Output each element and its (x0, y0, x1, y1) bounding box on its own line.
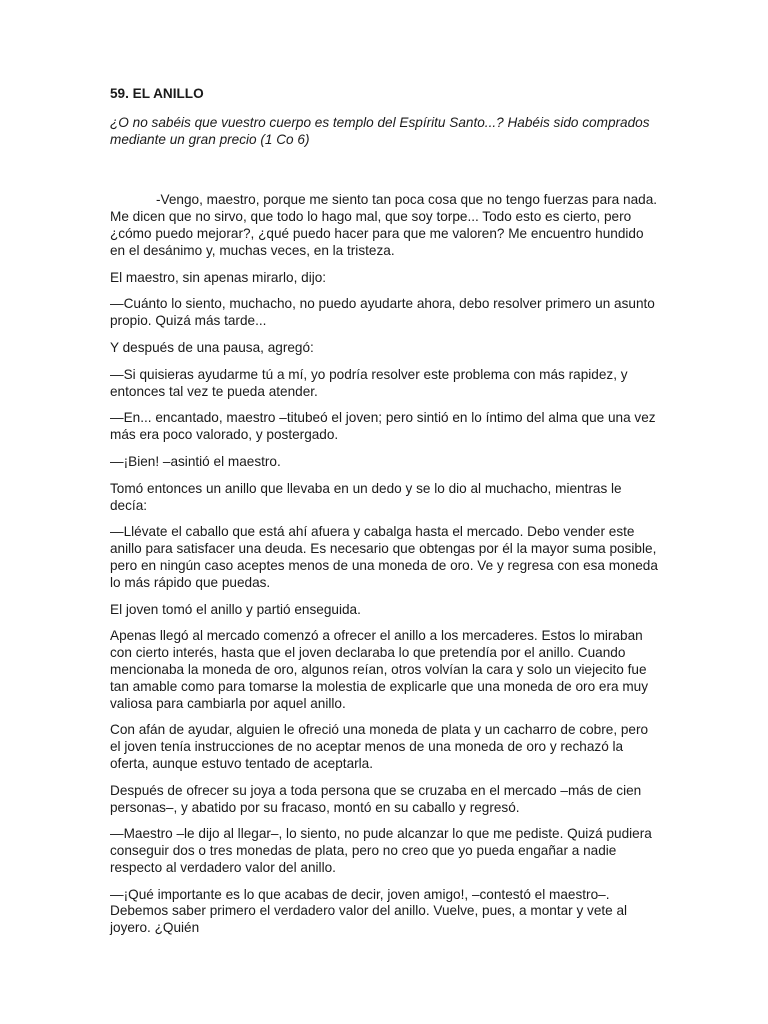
body-paragraph: Tomó entonces un anillo que llevaba en un dedo y se lo dio al muchacho, mientras le decía: (110, 480, 622, 513)
body-paragraph: Y después de una pausa, agregó: (110, 339, 314, 355)
body-paragraph: El joven tomó el anillo y partió enseguida. (110, 601, 361, 617)
body-paragraph: Con afán de ayudar, alguien le ofreció una moneda de plata y un cacharro de cobre, pero el joven tenía instrucciones de no aceptar menos de una moneda de oro y rechazó la oferta, aunque estuvo tentado de aceptarla. (110, 722, 649, 771)
body-paragraph: —Llévate el caballo que está ahí afuera y cabalga hasta el mercado. Debo vender este anillo para satisfacer una deuda. Es necesario que obtengas por él la mayor suma posible, pero en ningún caso aceptes menos de una moneda de oro. Ve y regresa con esa moneda lo más rápido que puedas. (110, 524, 658, 590)
chapter-title: 59. EL ANILLO (110, 86, 204, 101)
body-paragraph: —¡Qué importante es lo que acabas de decir, joven amigo!, –contestó el maestro–. Debemos saber primero el verdadero valor del anillo. Vuelve, pues, a montar y vete al joyero. ¿Quién (110, 886, 628, 936)
body-paragraph: El maestro, sin apenas mirarlo, dijo: (110, 269, 327, 285)
body-paragraph: —En... encantado, maestro –titubeó el joven; pero sintió en lo íntimo del alma que una vez más era poco valorado, y postergado. (110, 410, 656, 443)
body-paragraph: —Si quisieras ayudarme tú a mí, yo podría resolver este problema con más rapidez, y entonces tal vez te pueda atender. (110, 366, 628, 399)
body-paragraph: —Maestro –le dijo al llegar–, lo siento, no pude alcanzar lo que me pediste. Quizá pudiera conseguir dos o tres monedas de plata, pero no creo que yo pueda engañar a nadie respecto al verdadero valor del anillo. (110, 826, 652, 875)
body-paragraph: —¡Bien! –asintió el maestro. (110, 453, 281, 469)
body-paragraph: -Vengo, maestro, porque me siento tan poca cosa que no tengo fuerzas para nada. Me dicen que no sirvo, que todo lo hago mal, que soy torpe... Todo esto es cierto, pero ¿cómo puedo mejorar?, ¿qué puedo hacer para que me valoren? Me encuentro hundido en el desánimo y, muchas veces, en la tristeza. (110, 192, 658, 258)
epigraph-quote: ¿O no sabéis que vuestro cuerpo es templo del Espíritu Santo...? Habéis sido comprados mediante un gran precio (1 Co 6) (110, 114, 650, 147)
body-paragraph: Apenas llegó al mercado comenzó a ofrecer el anillo a los mercaderes. Estos lo miraban con cierto interés, hasta que el joven declaraba lo que pretendía por el anillo. Cuando mencionaba la moneda de oro, algunos reían, otros volvían la cara y solo un viejecito fue tan amable como para tomarse la molestia de explicarle que una moneda de oro era muy valiosa para cambiarla por aquel anillo. (110, 628, 649, 711)
body-paragraph: —Cuánto lo siento, muchacho, no puedo ayudarte ahora, debo resolver primero un asunto propio. Quizá más tarde... (110, 296, 655, 329)
body-paragraph: Después de ofrecer su joya a toda persona que se cruzaba en el mercado –más de cien personas–, y abatido por su fracaso, montó en su caballo y regresó. (110, 782, 642, 815)
document-page (110, 86, 658, 947)
